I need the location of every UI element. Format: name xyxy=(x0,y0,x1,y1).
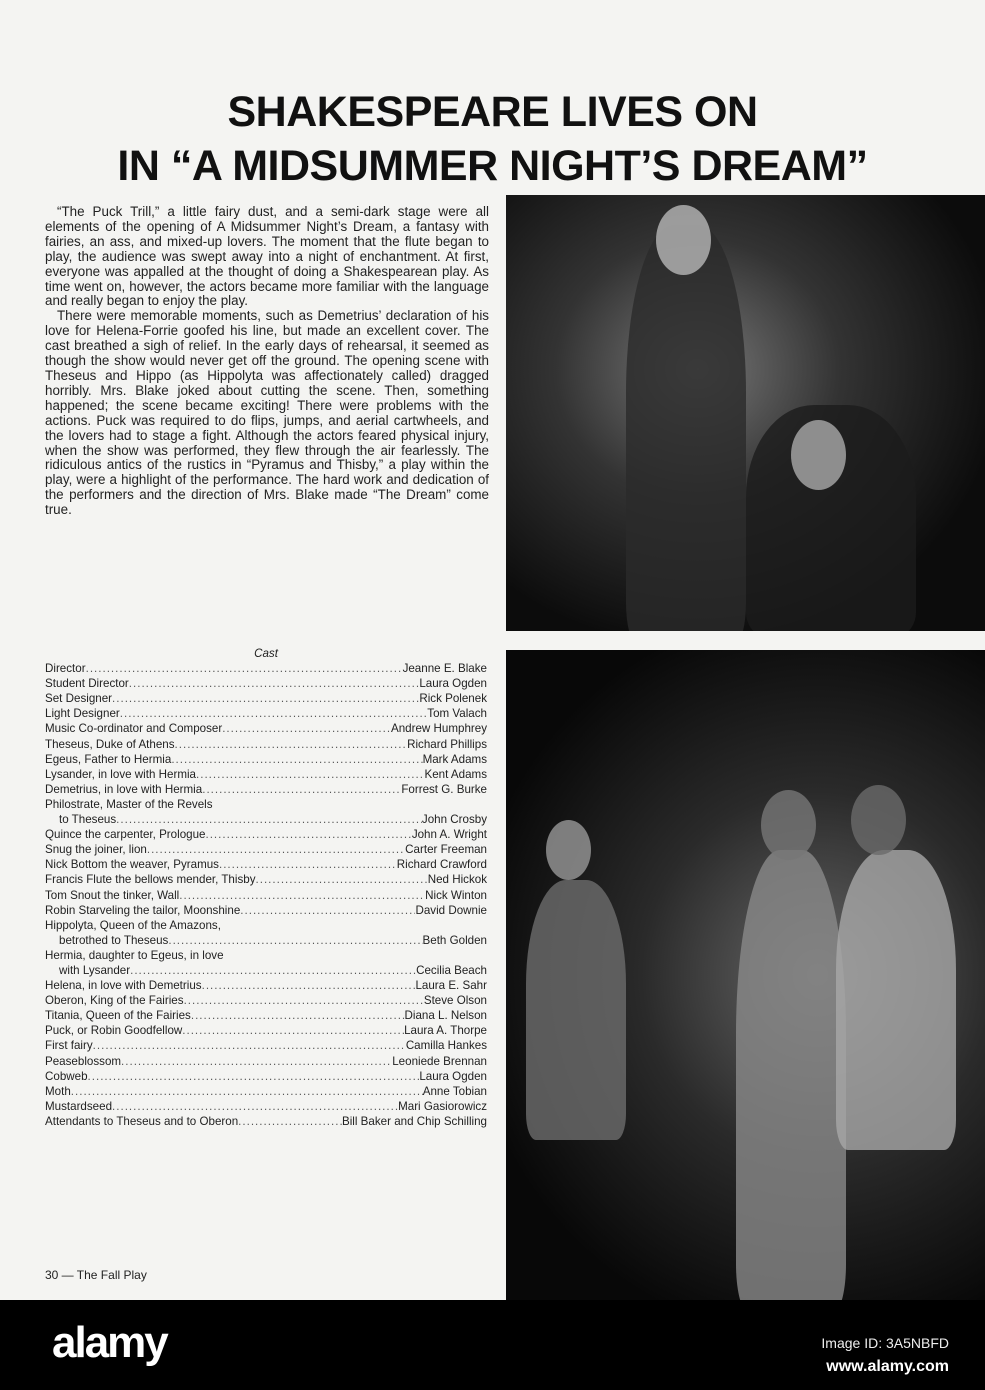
cast-row xyxy=(45,1114,487,1129)
watermark-url: www.alamy.com xyxy=(826,1358,949,1375)
leader-dots xyxy=(182,1023,404,1038)
cast-role: to Theseus xyxy=(59,813,117,827)
cast-role: Titania, Queen of the Fairies xyxy=(45,1009,191,1023)
cast-member: Mari Gasiorowicz xyxy=(398,1099,487,1113)
cast-role: Cobweb xyxy=(45,1069,88,1083)
paragraph: “The Puck Trill,” a little fairy dust, and a semi-dark stage were all elements of the opening of A Midsummer Night’s Dream, a fantasy with fairies, an ass, and mixed-up lovers. The moment that the flute began to play, the audience was swept away into a night of enchantment. At first, everyone was appalled at the thought of doing a Shakespearean play. As time went on, however, the actors became more familiar with the language and really began to enjoy the play. xyxy=(45,204,489,309)
leader-dots xyxy=(121,1054,392,1069)
leader-dots xyxy=(120,706,428,721)
leader-dots xyxy=(238,1114,342,1129)
leader-dots xyxy=(112,1099,398,1114)
cast-row xyxy=(45,1038,487,1053)
cast-role: Music Co-ordinator and Composer xyxy=(45,722,223,736)
cast-row xyxy=(45,812,487,827)
cast-member: Laura E. Sahr xyxy=(415,979,487,993)
cast-row xyxy=(45,827,487,842)
cast-role: betrothed to Theseus xyxy=(59,933,169,947)
cast-row xyxy=(45,691,487,706)
leader-dots xyxy=(240,903,415,918)
cast-list xyxy=(45,646,487,1129)
photo-puck-and-titania xyxy=(506,195,985,631)
cast-row xyxy=(45,737,487,752)
leader-dots xyxy=(116,812,422,827)
cast-role-line: Philostrate, Master of the Revels xyxy=(45,797,213,811)
cast-role: Tom Snout the tinker, Wall xyxy=(45,888,180,902)
cast-member: Leoniede Brennan xyxy=(392,1054,487,1068)
cast-member: Steve Olson xyxy=(423,994,487,1008)
cast-role: Oberon, King of the Fairies xyxy=(45,994,184,1008)
cast-row xyxy=(45,1054,487,1069)
leader-dots xyxy=(205,827,411,842)
cast-role: Student Director xyxy=(45,677,129,691)
cast-role: Peaseblossom xyxy=(45,1054,122,1068)
cast-member: Anne Tobian xyxy=(422,1084,487,1098)
cast-heading: Cast xyxy=(254,647,278,660)
cast-role-line: Hermia, daughter to Egeus, in love xyxy=(45,948,224,962)
cast-role: Attendants to Theseus and to Oberon xyxy=(45,1114,239,1128)
cast-member: Diana L. Nelson xyxy=(404,1009,487,1023)
cast-row xyxy=(45,888,487,903)
cast-row xyxy=(45,993,487,1008)
leader-dots xyxy=(202,978,416,993)
cast-row xyxy=(45,872,487,887)
leader-dots xyxy=(202,782,401,797)
page-folio: 30 — The Fall Play xyxy=(45,1268,147,1282)
cast-member: Camilla Hankes xyxy=(405,1039,487,1053)
cast-member: Laura Ogden xyxy=(419,1069,487,1083)
cast-row xyxy=(45,842,487,857)
cast-member: Richard Phillips xyxy=(407,737,487,751)
leader-dots xyxy=(175,737,408,752)
cast-role: Helena, in love with Demetrius xyxy=(45,979,202,993)
cast-row xyxy=(45,1099,487,1114)
cast-member: Andrew Humphrey xyxy=(390,722,487,736)
leader-dots xyxy=(86,661,403,676)
cast-member: Nick Winton xyxy=(425,888,487,902)
cast-member: Mark Adams xyxy=(422,752,487,766)
cast-row xyxy=(45,903,487,918)
cast-member: Bill Baker and Chip Schilling xyxy=(342,1114,487,1128)
leader-dots xyxy=(184,993,424,1008)
leader-dots xyxy=(147,842,405,857)
cast-member: Laura A. Thorpe xyxy=(404,1024,487,1038)
leader-dots xyxy=(219,857,397,872)
leader-dots xyxy=(191,1008,405,1023)
cast-role: Lysander, in love with Hermia xyxy=(45,767,197,781)
leader-dots xyxy=(179,888,425,903)
cast-member: John Crosby xyxy=(421,813,487,827)
cast-role: First fairy xyxy=(45,1039,93,1053)
cast-member: Tom Valach xyxy=(427,707,487,721)
article-body xyxy=(45,205,489,518)
cast-row xyxy=(45,767,487,782)
leader-dots xyxy=(112,691,419,706)
cast-member: Beth Golden xyxy=(422,933,487,947)
cast-row xyxy=(45,676,487,691)
leader-dots xyxy=(129,676,420,691)
cast-row xyxy=(45,752,487,767)
image-id: Image ID: 3A5NBFD xyxy=(821,1335,949,1351)
cast-role: Director xyxy=(45,662,86,676)
cast-role: Francis Flute the bellows mender, Thisby xyxy=(45,873,256,887)
cast-row xyxy=(45,1023,487,1038)
cast-row xyxy=(45,1069,487,1084)
cast-role: with Lysander xyxy=(59,963,131,977)
cast-member: John A. Wright xyxy=(411,828,487,842)
leader-dots xyxy=(168,933,422,948)
cast-row xyxy=(45,933,487,948)
cast-role: Puck, or Robin Goodfellow xyxy=(45,1024,183,1038)
cast-role: Light Designer xyxy=(45,707,120,721)
leader-dots xyxy=(93,1038,406,1053)
cast-role: Robin Starveling the tailor, Moonshine xyxy=(45,903,241,917)
leader-dots xyxy=(222,721,391,736)
cast-role: Egeus, Father to Hermia xyxy=(45,752,172,766)
watermark-bar xyxy=(0,1300,985,1390)
headline-line-2: IN “A MIDSUMMER NIGHT’S DREAM” xyxy=(117,142,868,190)
cast-member: Laura Ogden xyxy=(419,677,487,691)
leader-dots xyxy=(171,752,422,767)
cast-role: Mustardseed xyxy=(45,1099,113,1113)
cast-row xyxy=(45,721,487,736)
cast-row xyxy=(45,706,487,721)
cast-member: Ned Hickok xyxy=(427,873,487,887)
cast-role: Snug the joiner, lion xyxy=(45,843,147,857)
cast-member: Richard Crawford xyxy=(396,858,487,872)
cast-role-line: Hippolyta, Queen of the Amazons, xyxy=(45,918,221,932)
cast-row xyxy=(45,1008,487,1023)
cast-role: Nick Bottom the weaver, Pyramus xyxy=(45,858,219,872)
leader-dots xyxy=(256,872,428,887)
cast-row xyxy=(45,857,487,872)
paragraph: There were memorable moments, such as Demetrius’ declaration of his love for Helena-Forrie goofed his line, but made an excellent cover. The cast breathed a sigh of relief. In the early days of rehearsal, it seemed as though the show would never get off the ground. The opening scene with Theseus and Hippo (as Hippolyta was affectionately called) dragged horribly. Mrs. Blake joked about cutting the scene. Then, something happened; the scene became exciting! There were problems with the actions. Puck was required to do flips, jumps, and aerial cartwheels, and the lovers had to stage a fight. Although the actors feared physical injury, when the show was performed, they flew through the air fearlessly. The ridiculous antics of the rustics in “Pyramus and Thisby,” a play within the play, were a highlight of the performance. The hard work and dedication of the performers and the direction of Mrs. Blake made “The Dream” come true. xyxy=(45,308,489,518)
cast-row xyxy=(45,782,487,797)
cast-row xyxy=(45,963,487,978)
cast-member: Kent Adams xyxy=(424,767,487,781)
cast-role: Set Designer xyxy=(45,692,113,706)
photo-lovers-scene xyxy=(506,650,985,1300)
cast-role: Theseus, Duke of Athens xyxy=(45,737,175,751)
cast-row xyxy=(45,661,487,676)
cast-role: Moth xyxy=(45,1084,71,1098)
cast-member: Forrest G. Burke xyxy=(401,782,487,796)
leader-dots xyxy=(130,963,416,978)
cast-member: David Downie xyxy=(415,903,487,917)
headline-line-1: SHAKESPEARE LIVES ON xyxy=(227,88,758,136)
alamy-logo: alamy xyxy=(52,1318,167,1367)
cast-role: Demetrius, in love with Hermia xyxy=(45,782,203,796)
cast-member: Carter Freeman xyxy=(405,843,487,857)
cast-member: Cecilia Beach xyxy=(416,963,487,977)
cast-member: Jeanne E. Blake xyxy=(402,662,487,676)
cast-role: Quince the carpenter, Prologue xyxy=(45,828,206,842)
leader-dots xyxy=(196,767,424,782)
cast-row xyxy=(45,978,487,993)
leader-dots xyxy=(88,1069,420,1084)
leader-dots xyxy=(71,1084,423,1099)
cast-row xyxy=(45,1084,487,1099)
cast-member: Rick Polenek xyxy=(419,692,487,706)
